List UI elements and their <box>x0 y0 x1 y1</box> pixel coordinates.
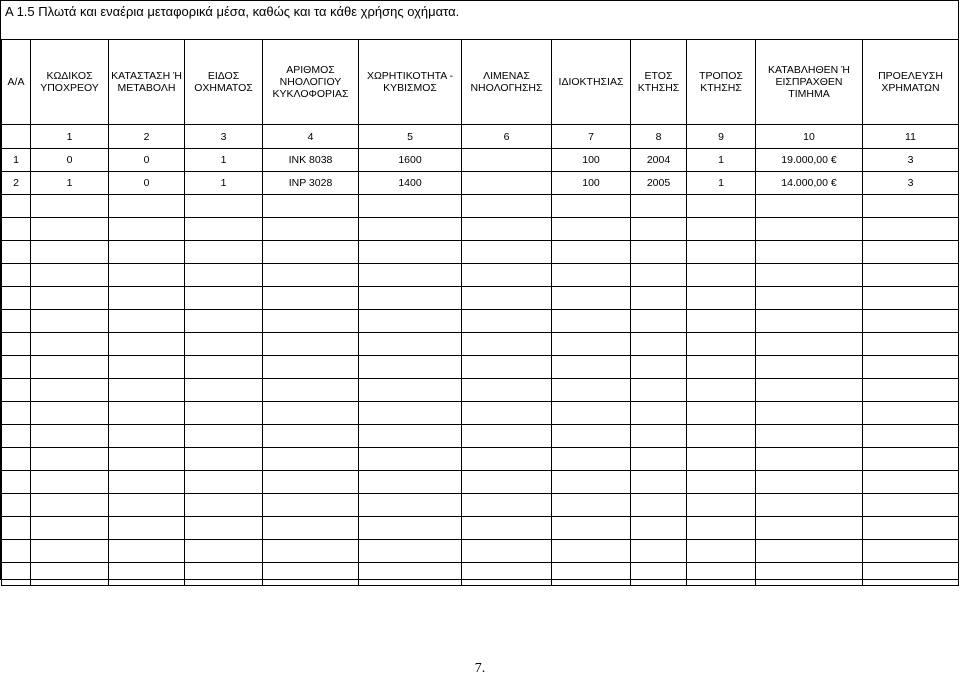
empty-cell <box>462 471 552 494</box>
table-row <box>2 149 959 172</box>
empty-cell <box>552 402 631 425</box>
column-number: 10 <box>756 125 863 149</box>
empty-cell <box>2 540 31 563</box>
section-title: Α 1.5 Πλωτά και εναέρια μεταφορικά μέσα, καθώς και τα κάθε χρήσης οχήματα. <box>5 4 460 19</box>
empty-cell <box>863 195 959 218</box>
column-header: ΛΙΜΕΝΑΣ ΝΗΟΛΟΓΗΣΗΣ <box>462 40 552 125</box>
empty-cell <box>263 287 359 310</box>
column-number: 5 <box>359 125 462 149</box>
empty-cell <box>109 218 185 241</box>
empty-cell <box>263 264 359 287</box>
empty-cell <box>863 517 959 540</box>
empty-cell <box>756 379 863 402</box>
empty-row <box>2 218 959 241</box>
empty-cell <box>687 517 756 540</box>
empty-cell <box>756 195 863 218</box>
empty-cell <box>109 448 185 471</box>
column-header: ΠΡΟΕΛΕΥΣΗ ΧΡΗΜΑΤΩΝ <box>863 40 959 125</box>
empty-cell <box>462 425 552 448</box>
empty-cell <box>631 471 687 494</box>
empty-cell <box>263 563 359 586</box>
empty-cell <box>263 540 359 563</box>
empty-cell <box>863 356 959 379</box>
page-number: 7. <box>474 661 486 676</box>
column-number-row <box>2 125 959 149</box>
empty-cell <box>687 494 756 517</box>
column-header: ΙΔΙΟΚΤΗΣΙΑΣ <box>552 40 631 125</box>
column-number: 3 <box>185 125 263 149</box>
empty-cell <box>552 333 631 356</box>
empty-cell <box>359 563 462 586</box>
empty-cell <box>185 563 263 586</box>
empty-cell <box>863 540 959 563</box>
column-header: ΕΙΔΟΣ ΟΧΗΜΑΤΟΣ <box>185 40 263 125</box>
empty-row <box>2 563 959 586</box>
empty-row <box>2 379 959 402</box>
empty-row <box>2 402 959 425</box>
table-cell: 14.000,00 € <box>756 172 863 195</box>
empty-cell <box>2 287 31 310</box>
empty-cell <box>687 287 756 310</box>
empty-cell <box>631 310 687 333</box>
empty-cell <box>462 563 552 586</box>
empty-cell <box>552 448 631 471</box>
empty-cell <box>2 264 31 287</box>
table-cell: 3 <box>863 172 959 195</box>
empty-cell <box>462 517 552 540</box>
empty-row <box>2 517 959 540</box>
empty-cell <box>863 563 959 586</box>
empty-cell <box>552 471 631 494</box>
empty-cell <box>263 379 359 402</box>
empty-cell <box>185 425 263 448</box>
empty-cell <box>263 494 359 517</box>
empty-cell <box>263 241 359 264</box>
empty-row <box>2 356 959 379</box>
empty-cell <box>31 517 109 540</box>
empty-cell <box>185 356 263 379</box>
column-header: ΤΡΟΠΟΣ ΚΤΗΣΗΣ <box>687 40 756 125</box>
empty-cell <box>552 241 631 264</box>
empty-cell <box>756 448 863 471</box>
empty-cell <box>462 310 552 333</box>
table-cell: 100 <box>552 149 631 172</box>
empty-cell <box>687 310 756 333</box>
empty-row <box>2 333 959 356</box>
empty-cell <box>359 218 462 241</box>
empty-cell <box>462 448 552 471</box>
empty-cell <box>2 356 31 379</box>
empty-cell <box>552 195 631 218</box>
table-cell: 100 <box>552 172 631 195</box>
empty-cell <box>31 563 109 586</box>
vehicles-table <box>1 39 959 586</box>
empty-cell <box>185 494 263 517</box>
table-cell: 1 <box>687 149 756 172</box>
empty-cell <box>359 333 462 356</box>
empty-cell <box>756 333 863 356</box>
empty-cell <box>462 241 552 264</box>
table-cell <box>462 172 552 195</box>
empty-cell <box>2 333 31 356</box>
empty-cell <box>109 195 185 218</box>
empty-cell <box>109 494 185 517</box>
empty-cell <box>552 563 631 586</box>
table-cell: 0 <box>109 149 185 172</box>
column-number: 4 <box>263 125 359 149</box>
empty-row <box>2 264 959 287</box>
empty-cell <box>359 356 462 379</box>
empty-cell <box>631 287 687 310</box>
empty-cell <box>31 471 109 494</box>
table-cell: 1 <box>687 172 756 195</box>
empty-cell <box>687 356 756 379</box>
empty-cell <box>263 402 359 425</box>
empty-cell <box>185 402 263 425</box>
empty-cell <box>185 264 263 287</box>
empty-cell <box>31 264 109 287</box>
empty-cell <box>462 333 552 356</box>
empty-cell <box>185 517 263 540</box>
empty-cell <box>109 333 185 356</box>
empty-row <box>2 471 959 494</box>
empty-cell <box>109 425 185 448</box>
empty-cell <box>631 540 687 563</box>
empty-cell <box>756 402 863 425</box>
empty-cell <box>2 195 31 218</box>
empty-cell <box>359 540 462 563</box>
column-number: 9 <box>687 125 756 149</box>
empty-cell <box>31 310 109 333</box>
empty-cell <box>552 425 631 448</box>
empty-cell <box>2 310 31 333</box>
empty-cell <box>185 448 263 471</box>
empty-cell <box>863 264 959 287</box>
empty-cell <box>263 310 359 333</box>
empty-cell <box>31 379 109 402</box>
column-number: 1 <box>31 125 109 149</box>
column-header: Α/Α <box>2 40 31 125</box>
empty-cell <box>552 310 631 333</box>
empty-cell <box>631 333 687 356</box>
empty-cell <box>2 517 31 540</box>
column-number: 11 <box>863 125 959 149</box>
empty-cell <box>31 540 109 563</box>
empty-cell <box>756 241 863 264</box>
column-header: ΚΑΤΑΣΤΑΣΗ Ή ΜΕΤΑΒΟΛΗ <box>109 40 185 125</box>
empty-cell <box>31 195 109 218</box>
table-cell: 1600 <box>359 149 462 172</box>
column-number: 2 <box>109 125 185 149</box>
empty-cell <box>263 517 359 540</box>
empty-cell <box>359 287 462 310</box>
table-cell: 2004 <box>631 149 687 172</box>
empty-cell <box>109 563 185 586</box>
empty-cell <box>756 264 863 287</box>
empty-cell <box>2 379 31 402</box>
empty-cell <box>109 471 185 494</box>
empty-cell <box>631 402 687 425</box>
empty-cell <box>631 517 687 540</box>
empty-cell <box>2 218 31 241</box>
empty-cell <box>863 494 959 517</box>
empty-cell <box>462 356 552 379</box>
empty-cell <box>687 195 756 218</box>
empty-cell <box>462 218 552 241</box>
empty-row <box>2 195 959 218</box>
empty-row <box>2 241 959 264</box>
empty-cell <box>359 241 462 264</box>
empty-cell <box>631 494 687 517</box>
empty-cell <box>687 218 756 241</box>
column-header: ΚΩΔΙΚΟΣ ΥΠΟΧΡΕΟΥ <box>31 40 109 125</box>
empty-cell <box>863 379 959 402</box>
empty-cell <box>359 379 462 402</box>
empty-cell <box>631 356 687 379</box>
empty-cell <box>2 448 31 471</box>
empty-cell <box>185 287 263 310</box>
table-cell: 2005 <box>631 172 687 195</box>
empty-cell <box>687 264 756 287</box>
empty-cell <box>31 333 109 356</box>
empty-cell <box>31 425 109 448</box>
empty-cell <box>263 425 359 448</box>
empty-cell <box>263 356 359 379</box>
empty-cell <box>863 310 959 333</box>
empty-cell <box>31 241 109 264</box>
table-cell: 19.000,00 € <box>756 149 863 172</box>
empty-cell <box>263 471 359 494</box>
empty-cell <box>359 425 462 448</box>
empty-cell <box>687 563 756 586</box>
empty-cell <box>863 425 959 448</box>
column-header: ΧΩΡΗΤΙΚΟΤΗΤΑ - ΚΥΒΙΣΜΟΣ <box>359 40 462 125</box>
empty-cell <box>109 287 185 310</box>
empty-cell <box>552 379 631 402</box>
table-cell: INK 8038 <box>263 149 359 172</box>
empty-cell <box>687 241 756 264</box>
empty-cell <box>109 379 185 402</box>
empty-cell <box>552 517 631 540</box>
empty-cell <box>31 287 109 310</box>
empty-cell <box>552 264 631 287</box>
empty-cell <box>359 195 462 218</box>
empty-cell <box>359 471 462 494</box>
empty-cell <box>185 471 263 494</box>
empty-cell <box>863 448 959 471</box>
empty-cell <box>756 356 863 379</box>
empty-cell <box>109 356 185 379</box>
empty-cell <box>552 356 631 379</box>
empty-cell <box>462 264 552 287</box>
empty-row <box>2 540 959 563</box>
empty-cell <box>552 218 631 241</box>
column-header: ΕΤΟΣ ΚΤΗΣΗΣ <box>631 40 687 125</box>
empty-cell <box>687 379 756 402</box>
empty-cell <box>687 448 756 471</box>
empty-cell <box>687 425 756 448</box>
empty-cell <box>109 402 185 425</box>
column-number <box>2 125 31 149</box>
table-row <box>2 172 959 195</box>
empty-cell <box>263 218 359 241</box>
empty-cell <box>552 494 631 517</box>
empty-cell <box>263 448 359 471</box>
empty-cell <box>2 494 31 517</box>
empty-cell <box>863 287 959 310</box>
table-cell: 1 <box>185 172 263 195</box>
empty-cell <box>552 540 631 563</box>
table-cell: 1 <box>185 149 263 172</box>
empty-row <box>2 310 959 333</box>
empty-cell <box>31 356 109 379</box>
empty-cell <box>2 425 31 448</box>
empty-cell <box>687 471 756 494</box>
empty-cell <box>756 563 863 586</box>
empty-cell <box>31 494 109 517</box>
empty-cell <box>631 379 687 402</box>
empty-cell <box>631 218 687 241</box>
empty-cell <box>359 494 462 517</box>
empty-cell <box>185 195 263 218</box>
empty-cell <box>756 287 863 310</box>
empty-row <box>2 287 959 310</box>
empty-cell <box>263 333 359 356</box>
empty-cell <box>185 218 263 241</box>
empty-cell <box>31 218 109 241</box>
empty-cell <box>462 379 552 402</box>
empty-cell <box>863 333 959 356</box>
empty-cell <box>462 287 552 310</box>
empty-cell <box>687 333 756 356</box>
empty-cell <box>462 540 552 563</box>
empty-cell <box>687 402 756 425</box>
empty-cell <box>31 402 109 425</box>
table-cell: 1 <box>2 149 31 172</box>
empty-cell <box>185 241 263 264</box>
empty-cell <box>2 402 31 425</box>
empty-cell <box>756 425 863 448</box>
empty-cell <box>462 402 552 425</box>
table-cell: 0 <box>31 149 109 172</box>
empty-cell <box>756 218 863 241</box>
empty-cell <box>109 540 185 563</box>
empty-cell <box>109 241 185 264</box>
empty-cell <box>462 195 552 218</box>
empty-row <box>2 494 959 517</box>
empty-cell <box>109 310 185 333</box>
empty-cell <box>462 494 552 517</box>
empty-cell <box>631 195 687 218</box>
table-cell: 1 <box>31 172 109 195</box>
empty-cell <box>756 494 863 517</box>
table-cell: 3 <box>863 149 959 172</box>
empty-cell <box>631 264 687 287</box>
empty-cell <box>863 241 959 264</box>
empty-cell <box>109 517 185 540</box>
table-cell: 1400 <box>359 172 462 195</box>
column-number: 8 <box>631 125 687 149</box>
empty-cell <box>631 448 687 471</box>
empty-cell <box>631 425 687 448</box>
column-header: ΚΑΤΑΒΛΗΘΕΝ Ή ΕΙΣΠΡΑΧΘΕΝ ΤΙΜΗΜΑ <box>756 40 863 125</box>
table-cell: 0 <box>109 172 185 195</box>
empty-cell <box>31 448 109 471</box>
table-cell <box>462 149 552 172</box>
column-header: ΑΡΙΘΜΟΣ ΝΗΟΛΟΓΙΟΥ ΚΥΚΛΟΦΟΡΙΑΣ <box>263 40 359 125</box>
empty-cell <box>863 218 959 241</box>
empty-cell <box>687 540 756 563</box>
empty-cell <box>359 448 462 471</box>
empty-row <box>2 425 959 448</box>
empty-cell <box>756 517 863 540</box>
empty-cell <box>756 310 863 333</box>
empty-cell <box>359 517 462 540</box>
empty-cell <box>2 563 31 586</box>
empty-cell <box>359 310 462 333</box>
header-row <box>2 40 959 125</box>
empty-cell <box>109 264 185 287</box>
table-cell: INP 3028 <box>263 172 359 195</box>
empty-cell <box>185 540 263 563</box>
empty-cell <box>863 471 959 494</box>
empty-cell <box>359 264 462 287</box>
empty-cell <box>2 241 31 264</box>
empty-cell <box>631 563 687 586</box>
empty-cell <box>263 195 359 218</box>
empty-cell <box>756 540 863 563</box>
empty-cell <box>863 402 959 425</box>
empty-cell <box>2 471 31 494</box>
empty-cell <box>756 471 863 494</box>
table-cell: 2 <box>2 172 31 195</box>
empty-cell <box>359 402 462 425</box>
empty-row <box>2 448 959 471</box>
column-number: 7 <box>552 125 631 149</box>
empty-cell <box>185 310 263 333</box>
empty-cell <box>631 241 687 264</box>
column-number: 6 <box>462 125 552 149</box>
empty-cell <box>185 333 263 356</box>
empty-cell <box>185 379 263 402</box>
empty-cell <box>552 287 631 310</box>
